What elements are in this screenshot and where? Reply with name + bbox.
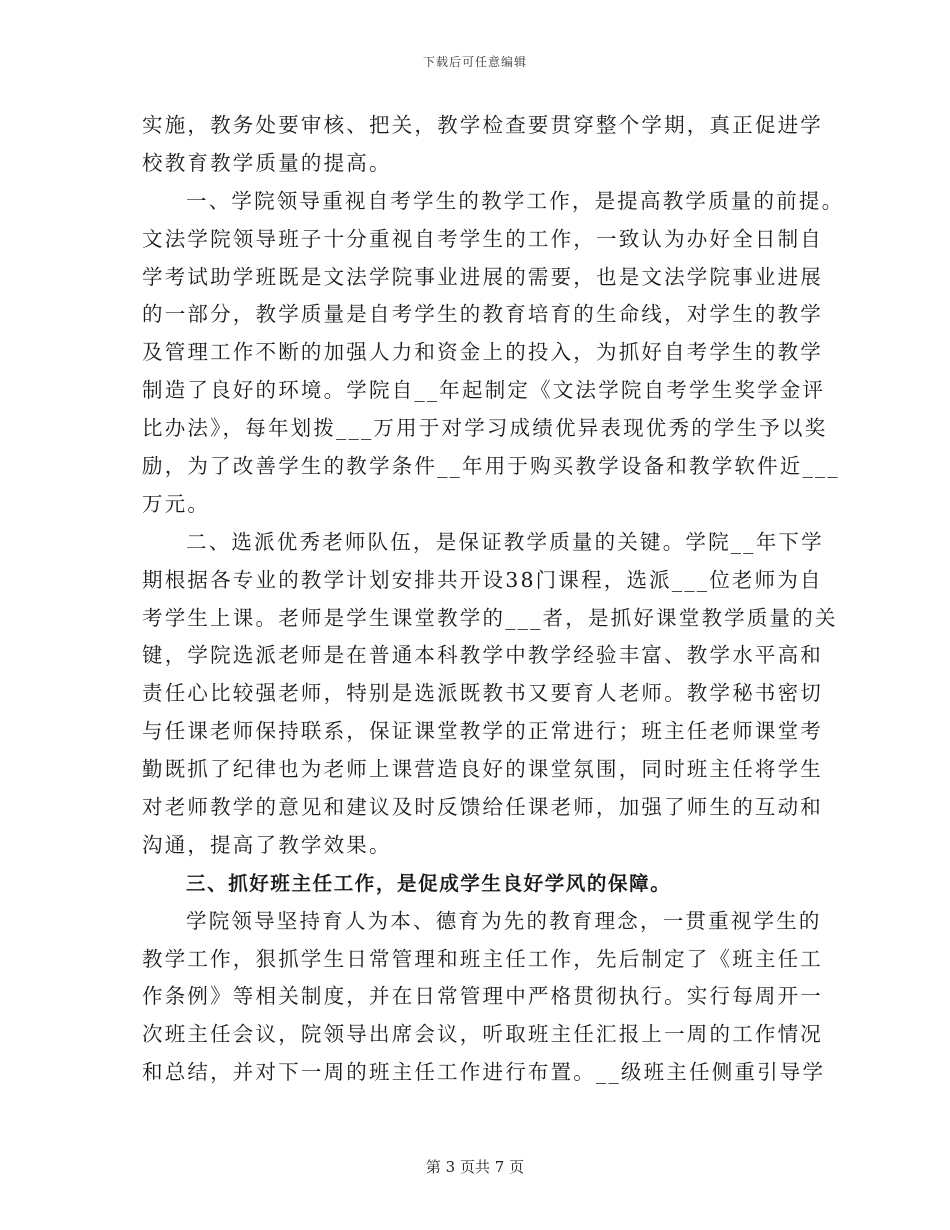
text-line: 与任课老师保持联系，保证课堂教学的正常进行；班主任老师课堂考 [142,719,823,744]
text-line: 文法学院领导班子十分重视自考学生的工作，一致认为办好全日制自 [142,226,823,251]
text-line: 次班主任会议，院领导出席会议，听取班主任汇报上一周的工作情况 [142,1022,823,1047]
text-line: 沟通，提高了教学效果。 [142,832,392,857]
text-line: 比办法》，每年划拨___万用于对学习成绩优异表现优秀的学生予以奖 [142,416,828,441]
text-line: 一、学院领导重视自考学生的教学工作，是提高教学质量的前提。 [186,188,845,213]
text-line: 学考试助学班既是文法学院事业进展的需要，也是文法学院事业进展 [142,264,823,289]
text-line: 对老师教学的意见和建议及时反馈给任课老师，加强了师生的互动和 [142,795,823,820]
text-line: 实施，教务处要审核、把关，教学检查要贯穿整个学期，真正促进学 [142,113,823,137]
text-line: 键，学院选派老师是在普通本科教学中教学经验丰富、教学水平高和 [142,643,823,668]
text-line: 校教育教学质量的提高。 [142,150,392,175]
text-line: 万元。 [142,491,211,516]
text-line: 励，为了改善学生的教学条件__年用于购买教学设备和教学软件近___ [142,454,840,479]
text-line: 学院领导坚持育人为本、德育为先的教育理念，一贯重视学生的 [186,908,822,933]
text-line: 的一部分，教学质量是自考学生的教育培育的生命线，对学生的教学 [142,302,823,327]
text-line: 及管理工作不断的加强人力和资金上的投入，为抓好自考学生的教学 [142,340,823,365]
text-line: 和总结，并对下一周的班主任工作进行布置。__级班主任侧重引导学 [142,1060,826,1085]
page-header: 下载后可任意编辑 [422,55,527,69]
text-line: 责任心比较强老师，特别是选派既教书又要育人老师。教学秘书密切 [142,681,823,706]
text-line: 勤既抓了纪律也为老师上课营造良好的课堂氛围，同时班主任将学生 [142,757,823,782]
text-line: 二、选派优秀老师队伍，是保证教学质量的关键。学院__年下学 [186,529,824,554]
text-line: 制造了良好的环境。学院自__年起制定《文法学院自考学生奖学金评 [142,378,826,403]
page-footer: 第 3 页共 7 页 [425,1158,525,1176]
text-line: 期根据各专业的教学计划安排共开设38门课程，选派___位老师为自 [142,567,823,592]
text-line: 考学生上课。老师是学生课堂教学的___者，是抓好课堂教学质量的关 [142,605,838,630]
document-body [142,107,845,1092]
text-line: 作条例》等相关制度，并在日常管理中严格贯彻执行。实行每周开一 [142,984,823,1009]
text-line: 教学工作，狠抓学生日常管理和班主任工作，先后制定了《班主任工 [142,946,823,971]
section-heading-line: 三、抓好班主任工作，是促成学生良好学风的保障。 [186,871,672,895]
